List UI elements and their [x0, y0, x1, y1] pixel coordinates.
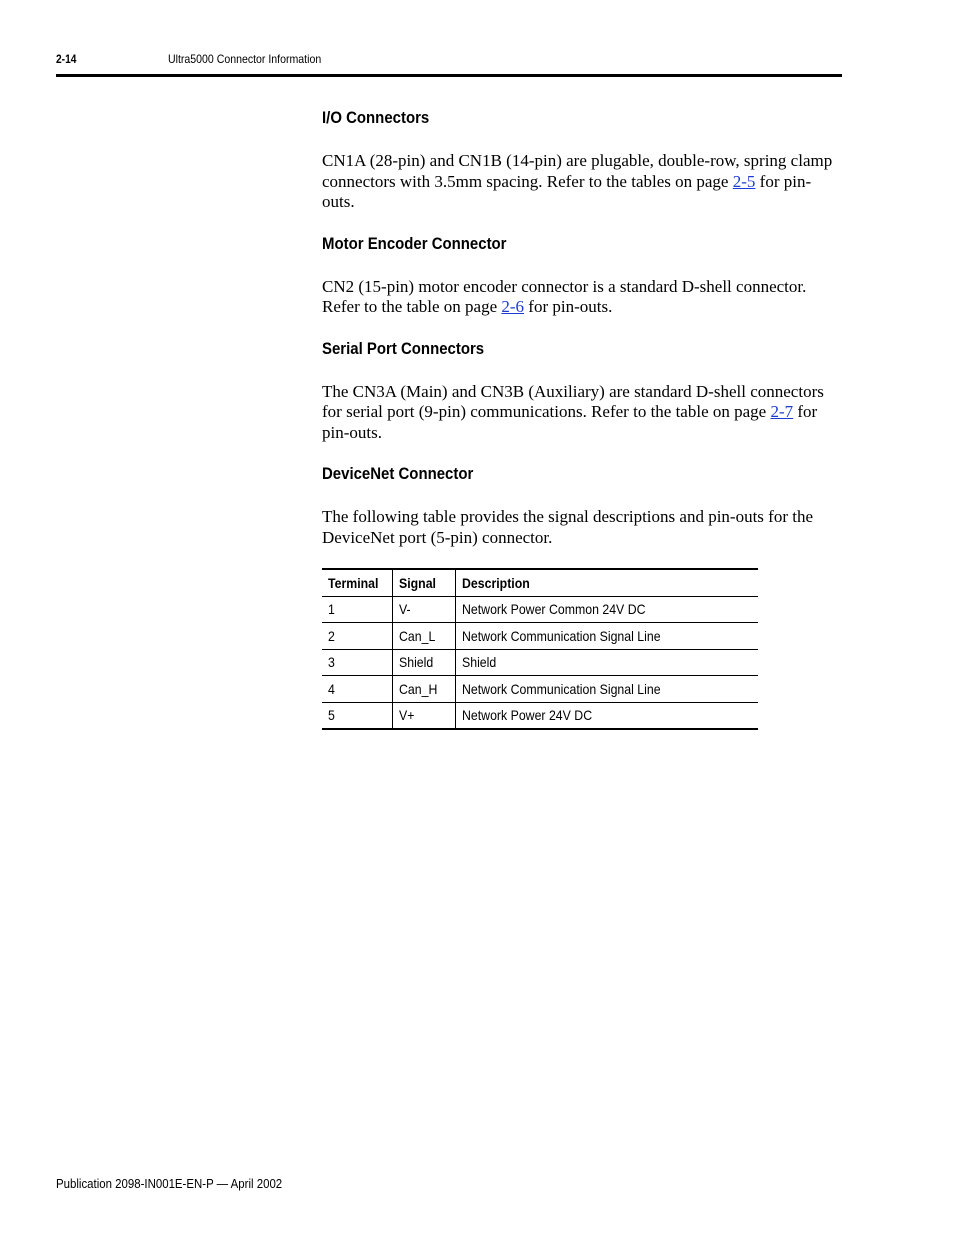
terminal-cell: 4: [322, 676, 393, 703]
encoder-text-before: CN2 (15-pin) motor encoder connector is a standard D-shell connector. Refer to the table on page: [322, 276, 807, 316]
table-row: [322, 596, 758, 623]
signal-cell: Can_H: [393, 676, 456, 703]
serial-port-paragraph: [322, 382, 842, 444]
devicenet-pinout-table: [322, 568, 758, 730]
table-header-row: [322, 569, 758, 596]
terminal-cell: 3: [322, 649, 393, 676]
column-header-description: Description: [456, 569, 759, 596]
io-connectors-paragraph: [322, 151, 842, 213]
serial-text-before: The CN3A (Main) and CN3B (Auxiliary) are standard D-shell connectors for serial port (9-pin) communications. Refer to the table on page: [322, 381, 824, 421]
terminal-cell: 5: [322, 702, 393, 729]
description-cell: Network Power 24V DC: [456, 702, 759, 729]
terminal-cell: 2: [322, 623, 393, 650]
page-link-2-5[interactable]: 2-5: [732, 171, 756, 191]
io-text-after: for pin-outs.: [322, 171, 812, 211]
signal-cell: V-: [393, 596, 456, 623]
motor-encoder-paragraph: [322, 277, 842, 318]
table-row: [322, 623, 758, 650]
table-row: [322, 702, 758, 729]
motor-encoder-heading: Motor Encoder Connector: [322, 233, 507, 253]
io-text-before: CN1A (28-pin) and CN1B (14-pin) are plugable, double-row, spring clamp connectors with 3.5mm spacing. Refer to the tables on page: [322, 151, 833, 191]
header-rule: [56, 74, 842, 77]
io-connectors-heading: I/O Connectors: [322, 108, 430, 127]
signal-cell: V+: [393, 702, 456, 729]
devicenet-heading: DeviceNet Connector: [322, 464, 474, 483]
column-header-terminal: Terminal: [322, 569, 393, 596]
devicenet-paragraph: The following table provides the signal descriptions and pin-outs for the DeviceNet port (5-pin) connector.: [322, 507, 814, 547]
description-cell: Network Communication Signal Line: [456, 676, 759, 703]
column-header-signal: Signal: [393, 569, 456, 596]
description-cell: Network Communication Signal Line: [456, 623, 759, 650]
signal-cell: Shield: [393, 649, 456, 676]
page-link-2-6[interactable]: 2-6: [501, 297, 525, 316]
page-header: [56, 52, 842, 76]
description-cell: Network Power Common 24V DC: [456, 596, 759, 623]
table-row: [322, 676, 758, 703]
main-content: [322, 107, 842, 730]
signal-cell: Can_L: [393, 623, 456, 650]
serial-port-heading: Serial Port Connectors: [322, 338, 485, 358]
publication-footer: Publication 2098-IN001E-EN-P — April 2002: [56, 1176, 283, 1191]
encoder-text-after: for pin-outs.: [524, 297, 613, 316]
page-link-2-7[interactable]: 2-7: [770, 402, 794, 421]
table-row: [322, 649, 758, 676]
serial-text-after: for pin-outs.: [322, 402, 818, 442]
terminal-cell: 1: [322, 596, 393, 623]
page-number: 2-14: [56, 52, 77, 66]
running-title: Ultra5000 Connector Information: [168, 52, 322, 66]
description-cell: Shield: [456, 649, 759, 676]
